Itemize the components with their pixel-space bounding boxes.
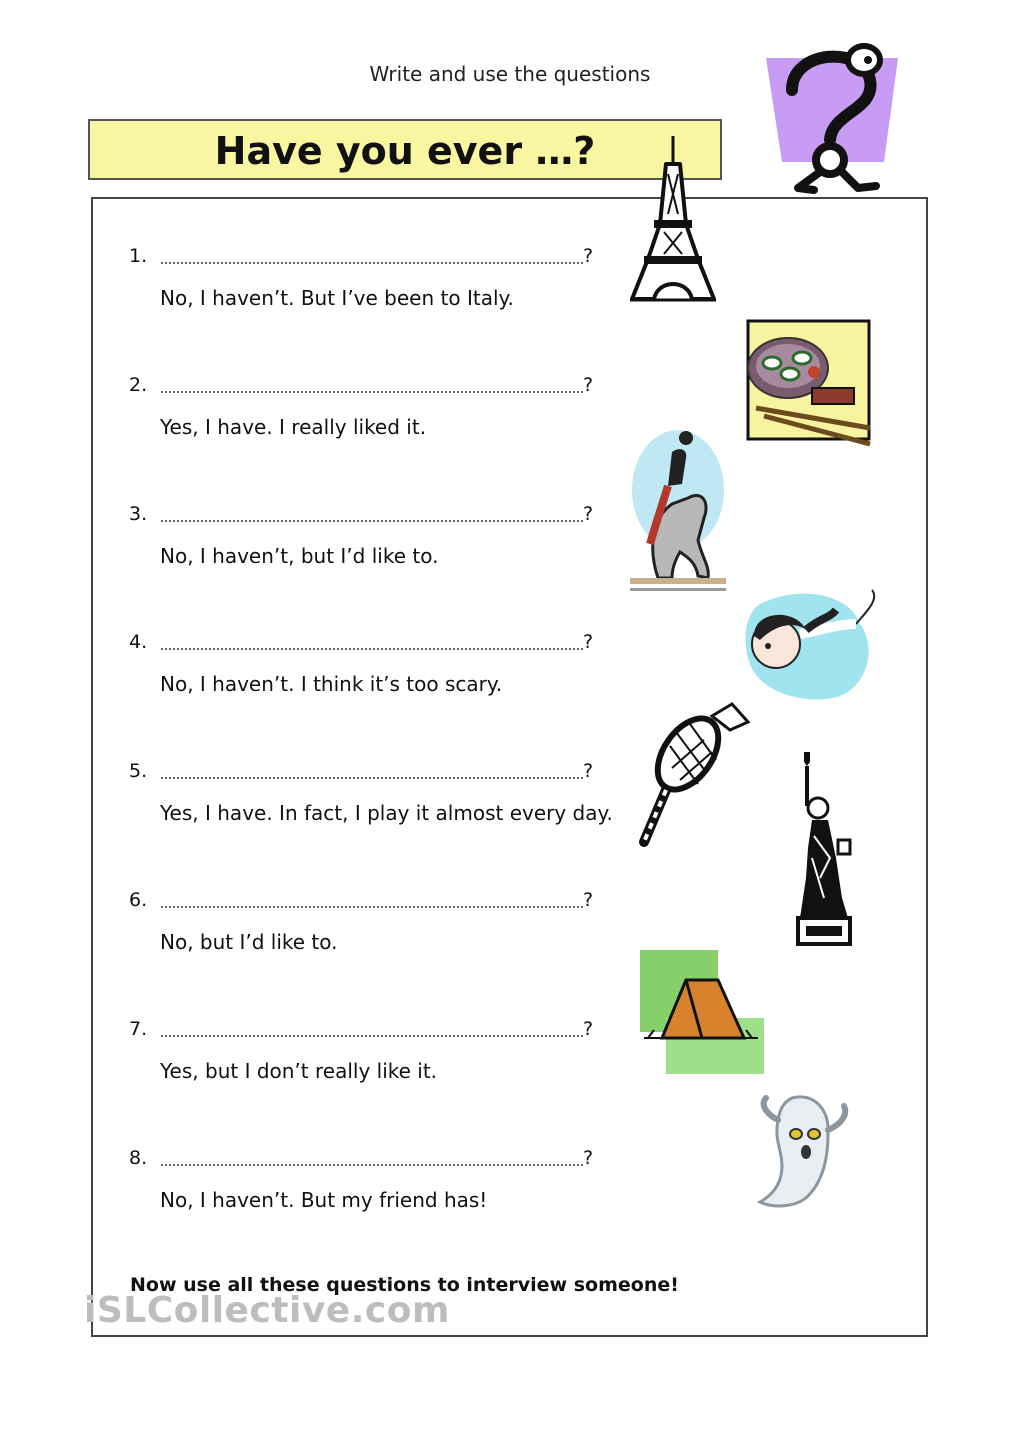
question-item-6 [93, 889, 633, 989]
sushi-plate-icon [744, 318, 874, 450]
question-number: 6. [129, 889, 148, 911]
page-title: Have you ever …? [214, 129, 596, 173]
question-item-1 [93, 245, 633, 345]
answer-line[interactable] [161, 262, 583, 264]
question-item-3 [93, 503, 633, 603]
tent-icon [640, 950, 766, 1076]
answer-line[interactable] [161, 906, 583, 908]
interview-instruction: Now use all these questions to interview someone! [130, 1274, 679, 1296]
question-number: 2. [129, 374, 148, 396]
horse-rider-icon [628, 428, 728, 598]
ghost-icon [752, 1090, 858, 1212]
answer-line[interactable] [161, 648, 583, 650]
statue-of-liberty-icon [790, 748, 858, 948]
watermark: iSLCollective.com [84, 1290, 450, 1331]
answer-line[interactable] [161, 1035, 583, 1037]
given-answer: No, I haven’t. I think it’s too scary. [160, 672, 503, 696]
bungee-jumper-icon [740, 584, 886, 708]
given-answer: Yes, I have. I really liked it. [160, 415, 427, 439]
question-item-7 [93, 1018, 633, 1118]
question-item-2 [93, 374, 633, 474]
question-number: 8. [129, 1147, 148, 1169]
question-mark: ? [583, 631, 594, 653]
given-answer: No, I haven’t. But my friend has! [160, 1188, 488, 1212]
given-answer: Yes, I have. In fact, I play it almost every day. [160, 801, 613, 825]
question-mark: ? [583, 503, 594, 525]
answer-line[interactable] [161, 391, 583, 393]
question-mark-character-icon [762, 40, 902, 196]
question-mark: ? [583, 760, 594, 782]
question-item-8 [93, 1147, 633, 1247]
question-mark: ? [583, 1147, 594, 1169]
question-number: 1. [129, 245, 148, 267]
question-number: 4. [129, 631, 148, 653]
question-mark: ? [583, 245, 594, 267]
eiffel-tower-icon [628, 134, 718, 304]
title-banner [88, 119, 722, 180]
given-answer: No, I haven’t. But I’ve been to Italy. [160, 286, 514, 310]
question-number: 5. [129, 760, 148, 782]
question-number: 3. [129, 503, 148, 525]
page-subtitle: Write and use the questions [369, 62, 651, 86]
given-answer: Yes, but I don’t really like it. [160, 1059, 438, 1083]
answer-line[interactable] [161, 1164, 583, 1166]
question-item-4 [93, 631, 633, 731]
answer-line[interactable] [161, 520, 583, 522]
question-mark: ? [583, 374, 594, 396]
question-mark: ? [583, 889, 594, 911]
answer-line[interactable] [161, 777, 583, 779]
question-number: 7. [129, 1018, 148, 1040]
badminton-racket-icon [636, 702, 752, 850]
given-answer: No, I haven’t, but I’d like to. [160, 544, 439, 568]
given-answer: No, but I’d like to. [160, 930, 338, 954]
question-mark: ? [583, 1018, 594, 1040]
question-item-5 [93, 760, 633, 860]
